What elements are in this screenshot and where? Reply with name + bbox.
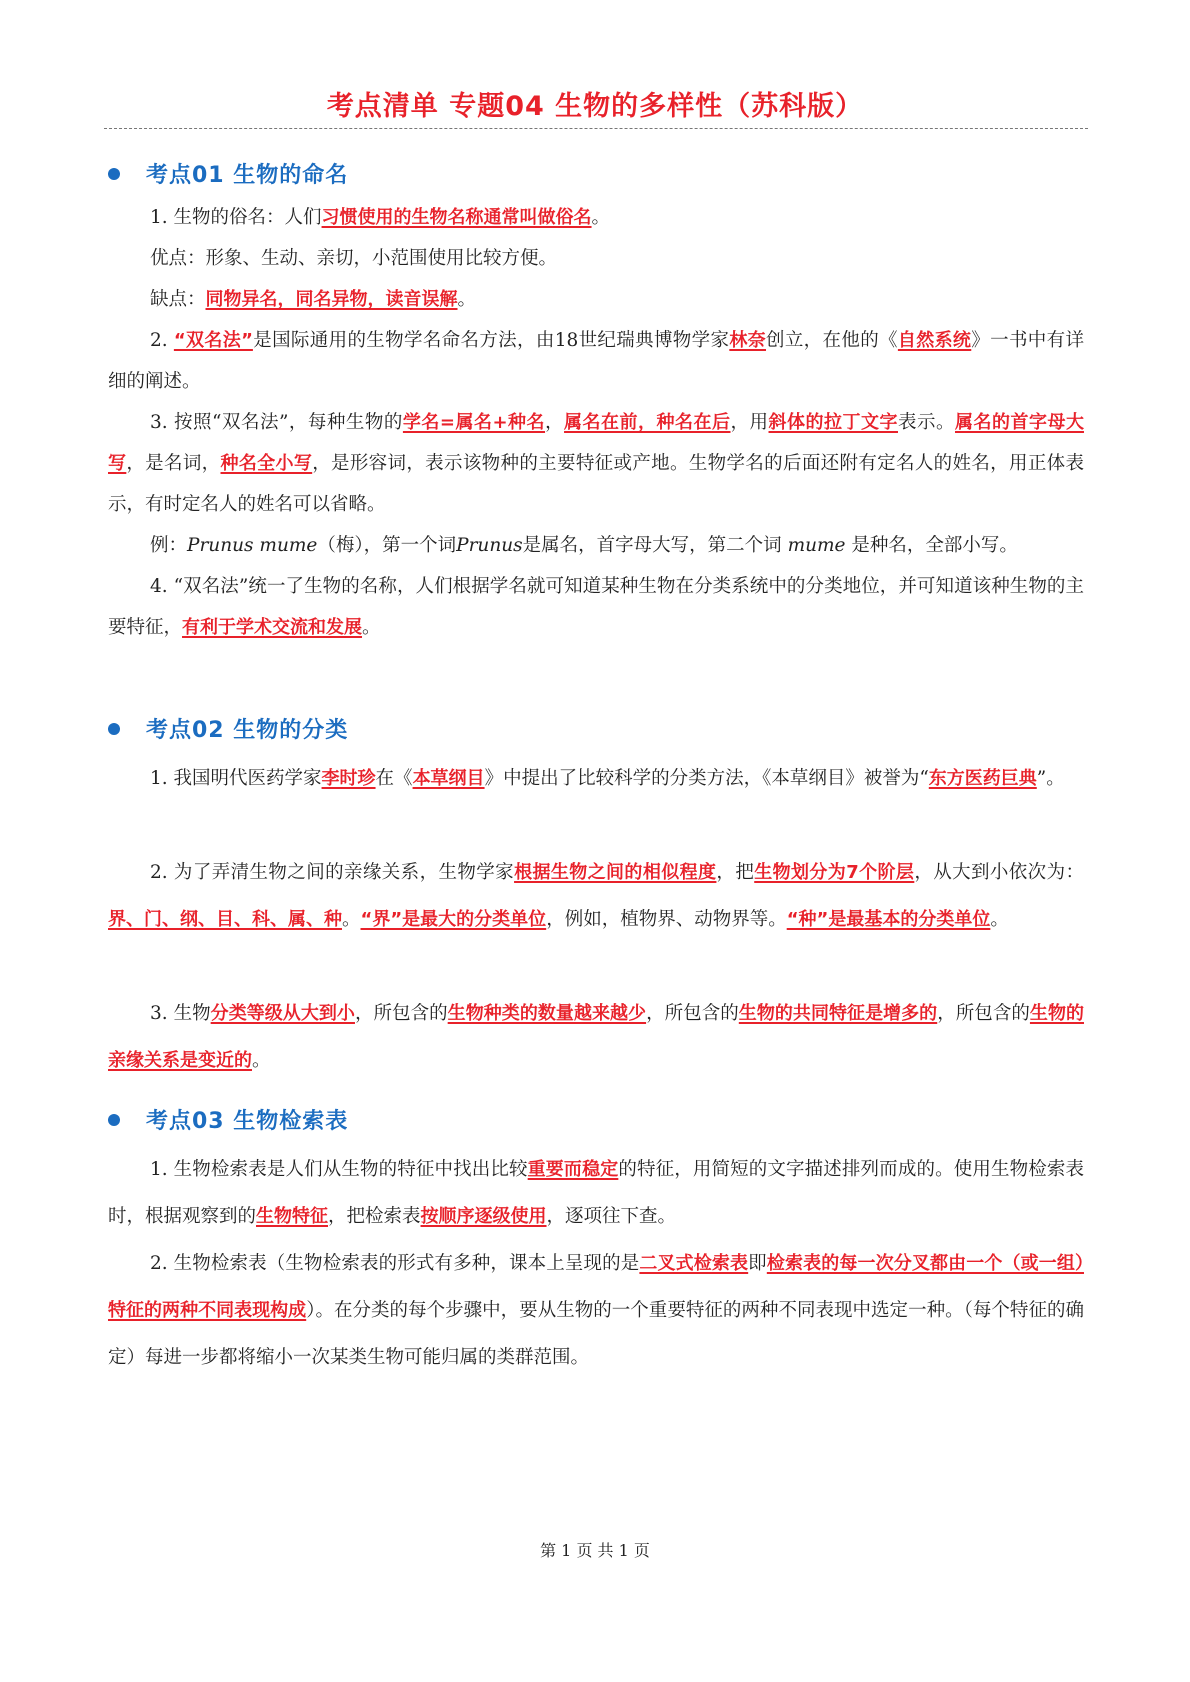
text-segment: 。 xyxy=(990,909,1009,930)
paragraph xyxy=(108,197,1084,238)
text-segment: 3. 生物 xyxy=(150,1003,211,1024)
text-segment: ， xyxy=(545,412,565,433)
paragraph xyxy=(108,1146,1084,1240)
key-point-highlight: 检索表的每一次分叉都由一个（或一组）特征的两种不同表现构成 xyxy=(108,1253,1084,1321)
text-segment: 例： xyxy=(150,535,188,556)
text-segment: 是属名，首字母大写，第二个词 xyxy=(522,535,788,556)
section-heading-naming xyxy=(108,158,348,189)
key-point-highlight: 同物异名，同名异物，读音误解 xyxy=(205,289,458,310)
key-point-highlight: 有利于学术交流和发展 xyxy=(182,617,363,638)
paragraph xyxy=(108,525,1084,566)
key-point-highlight: 本草纲目 xyxy=(412,768,485,789)
text-segment: 是国际通用的生物学名命名方法，由18世纪瑞典博物学家 xyxy=(252,330,730,351)
key-point-highlight: “种”是最基本的分类单位 xyxy=(786,909,991,930)
key-point-highlight: “界”是最大的分类单位 xyxy=(360,909,547,930)
text-segment: 在《 xyxy=(375,768,413,789)
text-segment: 1. 我国明代医药学家 xyxy=(150,768,322,789)
text-segment: 创立，在他的《 xyxy=(766,330,898,351)
key-point-highlight: 二叉式检索表 xyxy=(639,1253,749,1274)
key-point-highlight: 按顺序逐级使用 xyxy=(420,1206,547,1227)
text-segment: ”。 xyxy=(1036,768,1065,789)
text-segment: 。 xyxy=(362,617,381,638)
text-segment: ，所包含的 xyxy=(937,1003,1030,1024)
text-segment: 4. “双名法”统一了生物的名称，人们根据学名就可知道某种生物在分类系统中的分类地位，并可知道该种生物的主要特征， xyxy=(108,576,1084,638)
text-segment: 》一书中有详细的阐述。 xyxy=(108,330,1084,392)
text-segment: 2. 生物检索表（生物检索表的形式有多种，课本上呈现的是 xyxy=(150,1253,640,1274)
latin-name: mume xyxy=(787,535,846,556)
title-divider xyxy=(104,128,1088,129)
key-point-highlight: 属名的首字母大写 xyxy=(108,412,1084,474)
key-point-highlight: 斜体的拉丁文字 xyxy=(768,412,898,433)
text-segment: 。 xyxy=(591,207,611,228)
paragraph xyxy=(108,238,1084,279)
key-point-highlight: 生物种类的数量越来越少 xyxy=(447,1003,647,1024)
text-segment: 。 xyxy=(342,909,361,930)
bullet-icon xyxy=(108,168,120,180)
key-point-highlight: 生物划分为7个阶层 xyxy=(754,862,915,883)
text-segment: 1. 生物的俗名：人们 xyxy=(150,207,322,228)
section-heading-text: 考点01 生物的命名 xyxy=(146,163,349,188)
section-heading-classification xyxy=(108,713,348,744)
text-segment: ，用 xyxy=(730,412,769,433)
paragraph xyxy=(108,320,1084,402)
text-segment: ，从大到小依次为： xyxy=(914,862,1084,883)
text-segment: （梅），第一个词 xyxy=(317,535,457,556)
section-heading-key xyxy=(108,1104,348,1135)
key-point-highlight: 重要而稳定 xyxy=(527,1159,619,1180)
key-point-highlight: 种名全小写 xyxy=(220,453,313,474)
text-segment: ，是形容词，表示该物种的主要特征或产地。生物学名的后面还附有定名人的姓名，用正体表示，有时定名人的姓名可以省略。 xyxy=(108,453,1085,515)
text-segment: 》中提出了比较科学的分类方法，《本草纲目》被誉为“ xyxy=(484,768,929,789)
paragraph xyxy=(108,849,1084,943)
bullet-icon xyxy=(108,1114,120,1126)
text-segment: ，所包含的 xyxy=(354,1003,448,1024)
key-point-highlight: 生物的亲缘关系是变近的 xyxy=(108,1003,1084,1071)
paragraph xyxy=(108,755,1084,802)
text-segment: 。 xyxy=(457,289,477,310)
text-segment: 2. xyxy=(150,330,174,351)
section-heading-text: 考点02 生物的分类 xyxy=(146,718,349,743)
text-segment: 的特征，用简短的文字描述排列而成的。使用生物检索表时，根据观察到的 xyxy=(108,1159,1084,1227)
latin-name: Prunus xyxy=(456,535,523,556)
key-point-highlight: 习惯使用的生物名称通常叫做俗名 xyxy=(321,207,592,228)
text-segment: 优点：形象、生动、亲切，小范围使用比较方便。 xyxy=(150,248,558,269)
text-segment: ，例如，植物界、动物界等。 xyxy=(546,909,787,930)
key-point-highlight: 分类等级从大到小 xyxy=(210,1003,355,1024)
text-segment: ，把 xyxy=(716,862,755,883)
key-point-highlight: 自然系统 xyxy=(897,330,972,351)
text-segment: ，是名词， xyxy=(126,453,221,474)
key-point-highlight: “双名法” xyxy=(173,330,253,351)
key-point-highlight: 界、门、纲、目、科、属、种 xyxy=(108,909,342,930)
text-segment: ，逐项往下查。 xyxy=(546,1206,677,1227)
text-segment: ，把检索表 xyxy=(328,1206,421,1227)
text-segment: 表示。 xyxy=(898,412,955,433)
text-segment: 即 xyxy=(748,1253,767,1274)
page-footer: 第 1 页 共 1 页 xyxy=(540,1541,650,1560)
paragraph xyxy=(108,1240,1084,1381)
text-segment: 。 xyxy=(252,1050,271,1071)
text-segment: 缺点： xyxy=(150,289,206,310)
text-segment: 是种名，全部小写。 xyxy=(845,535,1018,556)
paragraph xyxy=(108,990,1084,1084)
latin-name: Prunus mume xyxy=(187,535,318,556)
text-segment: 1. 生物检索表是人们从生物的特征中找出比较 xyxy=(150,1159,528,1180)
section-heading-text: 考点03 生物检索表 xyxy=(146,1109,349,1134)
key-point-highlight: 根据生物之间的相似程度 xyxy=(514,862,717,883)
key-point-highlight: 林奈 xyxy=(729,330,766,351)
bullet-icon xyxy=(108,723,120,735)
page-title: 考点清单 专题04 生物的多样性（苏科版） xyxy=(326,91,864,122)
text-segment: 3. 按照“双名法”，每种生物的 xyxy=(150,412,403,433)
text-segment: ）。在分类的每个步骤中，要从生物的一个重要特征的两种不同表现中选定一种。（每个特征的确定）每进一步都将缩小一次某类生物可能归属的类群范围。 xyxy=(108,1300,1084,1368)
paragraph xyxy=(108,566,1084,648)
key-point-highlight: 生物的共同特征是增多的 xyxy=(738,1003,938,1024)
paragraph xyxy=(108,279,1084,320)
key-point-highlight: 生物特征 xyxy=(256,1206,329,1227)
key-point-highlight: 李时珍 xyxy=(321,768,376,789)
key-point-highlight: 学名=属名+种名 xyxy=(402,412,546,433)
key-point-highlight: 东方医药巨典 xyxy=(928,768,1037,789)
paragraph xyxy=(108,402,1084,525)
key-point-highlight: 属名在前，种名在后 xyxy=(564,412,731,433)
text-segment: ，所包含的 xyxy=(646,1003,739,1024)
text-segment: 2. 为了弄清生物之间的亲缘关系，生物学家 xyxy=(150,862,515,883)
